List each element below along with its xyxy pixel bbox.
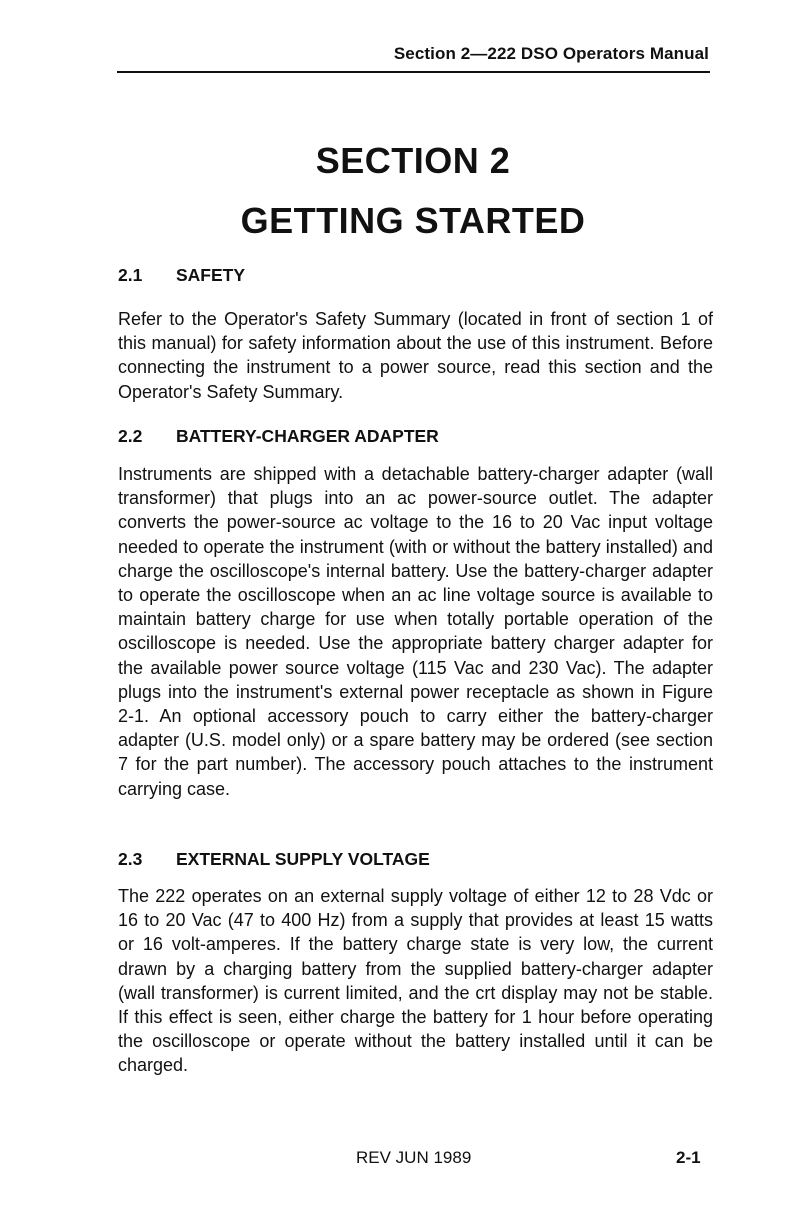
page-number: 2-1 [676,1148,701,1167]
section-body-battery-charger: Instruments are shipped with a detachable battery-charger adapter (wall transformer) that plugs into an ac power-source outlet. The adapter converts the power-source ac voltage to the 16 to 20 Vac input voltage needed to operate the instrument (with or without the battery installed) and charge the oscilloscope's internal battery. Use the battery-charger adapter to operate the oscilloscope when an ac line voltage source is available to maintain battery charge for use when totally portable operation of the oscilloscope is needed. Use the appropriate battery charger adapter for the available power source voltage (115 Vac and 230 Vac). The adapter plugs into the instrument's external power receptacle as shown in Figure 2-1. An optional accessory pouch to carry either the battery-charger adapter (U.S. model only) or a spare battery may be ordered (see section 7 for the part number). The accessory pouch attaches to the instrument carrying case. [118,464,713,799]
running-header: Section 2—222 DSO Operators Manual [393,44,709,63]
section-number: 2.2 [118,426,143,446]
section-body-safety: Refer to the Operator's Safety Summary (located in front of section 1 of this manual) for safety information about the use of this instrument. Before connecting the instrument to a power source, read this section and the Operator's Safety Summary. [118,309,713,402]
section-number: 2.3 [118,849,143,869]
section-heading-external-supply [118,849,430,870]
section-heading-text: SAFETY [176,265,246,285]
section-heading-text: EXTERNAL SUPPLY VOLTAGE [176,849,430,869]
section-title: SECTION 2 [315,140,511,181]
header-rule [117,71,710,73]
section-subtitle: GETTING STARTED [240,200,586,241]
section-number: 2.1 [118,265,143,285]
section-heading-safety [118,265,245,286]
section-body-external-supply: The 222 operates on an external supply voltage of either 12 to 28 Vdc or 16 to 20 Vac (47 to 400 Hz) from a supply that provides at least 15 watts or 16 volt-amperes. If the battery charge state is very low, the current drawn by a charging battery from the supplied battery-charger adapter (wall transformer) is current limited, and the crt display may not be stable. If this effect is seen, either charge the battery for 1 hour before operating the oscilloscope or operate without the battery installed until it can be charged. [118,886,713,1076]
section-heading-text: BATTERY-CHARGER ADAPTER [176,426,439,446]
section-heading-battery-charger [118,426,439,447]
revision-date: REV JUN 1989 [356,1148,472,1167]
